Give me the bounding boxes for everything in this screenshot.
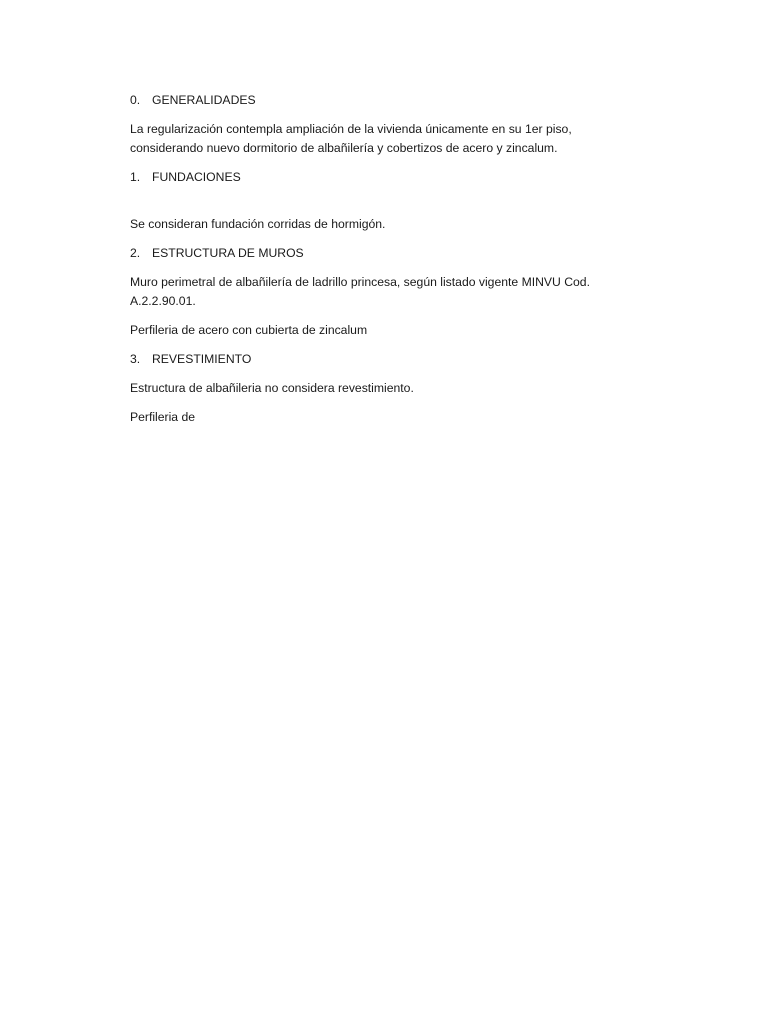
section-heading-revestimiento	[130, 350, 630, 369]
section-heading-estructura-de-muros	[130, 244, 630, 263]
section-number: 0.	[130, 93, 141, 107]
section-number: 3.	[130, 352, 141, 366]
document-body	[130, 91, 630, 437]
section-title: GENERALIDADES	[152, 93, 256, 107]
section-number: 2.	[130, 246, 141, 260]
paragraph-fundaciones: Se consideran fundación corridas de hormigón.	[130, 217, 386, 231]
section-title: REVESTIMIENTO	[152, 352, 252, 366]
paragraph-perfileria-acero: Perfileria de acero con cubierta de zincalum	[130, 323, 368, 337]
section-heading-generalidades	[130, 91, 630, 110]
paragraph-muro-perimetral: Muro perimetral de albañilería de ladrillo princesa, según listado vigente MINVU Cod. A.2.2.90.01.	[130, 275, 590, 308]
section-title: ESTRUCTURA DE MUROS	[152, 246, 304, 260]
paragraph-perfileria-de: Perfileria de	[130, 410, 196, 424]
paragraph-estructura-albanileria: Estructura de albañileria no considera revestimiento.	[130, 381, 414, 395]
blank-line	[130, 197, 630, 215]
section-title: FUNDACIONES	[152, 170, 241, 184]
paragraph-generalidades: La regularización contempla ampliación de la vivienda únicamente en su 1er piso, considerando nuevo dormitorio de albañilería y cobertizos de acero y zincalum.	[130, 122, 572, 155]
section-heading-fundaciones	[130, 168, 630, 187]
section-number: 1.	[130, 170, 141, 184]
